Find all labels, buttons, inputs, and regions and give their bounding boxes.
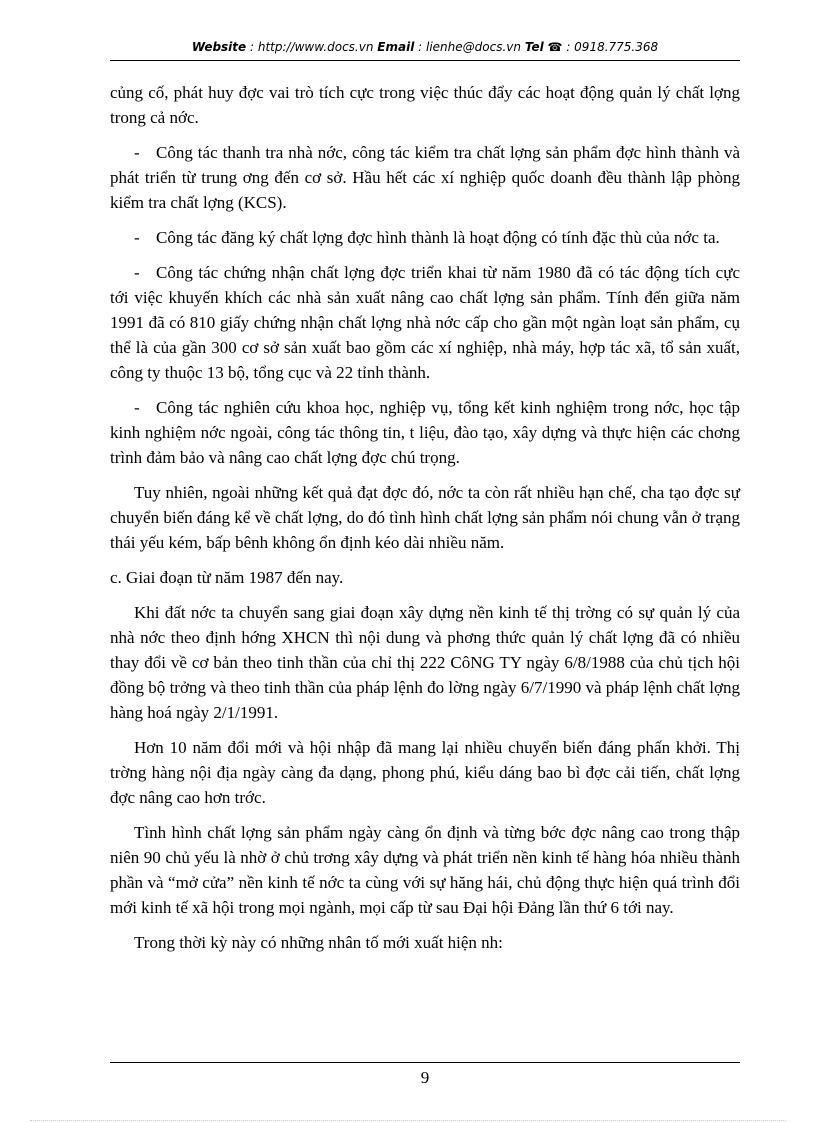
paragraph-transition: Khi đất nớc ta chuyển sang giai đoạn xây dựng nền kinh tế thị trờng có sự quản lý của nhà nớc theo định hớng XHCN thì nội dung và phơng thức quản lý chất lợng đã có nhiều thay đổi về cơ bản theo tinh thần của chỉ thị 222 CôNG TY ngày 6/8/1988 của chủ tịch hội đồng bộ trởng và theo tinh thần của pháp lệnh đo lờng ngày 6/7/1990 và pháp lệnh chất lợng hàng hoá ngày 2/1/1991.	[110, 603, 740, 722]
tel-value: : 0918.775.368	[566, 40, 659, 54]
paragraph-1: củng cố, phát huy đợc vai trò tích cực trong việc thúc đẩy các hoạt động quản lý chất lợng trong cả nớc.	[110, 83, 740, 127]
document-body	[110, 80, 740, 965]
bullet-marker: -	[134, 263, 140, 282]
bullet-marker: -	[134, 228, 140, 247]
bullet-text: Công tác thanh tra nhà nớc, công tác kiểm tra chất lợng sản phẩm đợc hình thành và phát triển từ trung ơng đến cơ sở. Hầu hết các xí nghiệp quốc doanh đều thành lập phòng kiểm tra chất lợng (KCS).	[110, 143, 740, 212]
section-heading: c. Giai đoạn từ năm 1987 đến nay.	[110, 568, 344, 587]
paragraph-reform: Hơn 10 năm đổi mới và hội nhập đã mang lại nhiều chuyển biến đáng phấn khởi. Thị trờng hàng nội địa ngày càng đa dạng, phong phú, kiểu dáng bao bì đợc cải tiến, chất lợng đợc nâng cao hơn trớc.	[110, 738, 740, 807]
bullet-text: Công tác chứng nhận chất lợng đợc triển khai từ năm 1980 đã có tác động tích cực tới việc khuyến khích các nhà sản xuất nâng cao chất lợng sản phẩm. Tính đến giữa năm 1991 đã có 810 giấy chứng nhận chất lợng nhà nớc cấp cho gần một ngàn loạt sản phẩm, cụ thể là của gần 300 cơ sở sản xuất bao gồm các xí nghiệp, nhà máy, hợp tác xã, tổ sản xuất, công ty thuộc 13 bộ, tổng cục và 22 tỉnh thành.	[110, 263, 740, 382]
bullet-paragraph-3	[110, 260, 740, 385]
footer-divider	[110, 1062, 740, 1063]
header-divider	[110, 60, 740, 61]
phone-icon: ☎	[547, 40, 563, 54]
paragraph-new-factors: Trong thời kỳ này có những nhân tố mới xuất hiện nh:	[134, 933, 503, 952]
page-header	[110, 40, 740, 54]
bullet-paragraph-4	[110, 395, 740, 470]
bullet-text: Công tác đăng ký chất lợng đợc hình thành là hoạt động có tính đặc thù của nớc ta.	[156, 228, 720, 247]
tel-label: Tel	[524, 40, 544, 54]
email-label: Email	[377, 40, 415, 54]
page-edge-dots	[30, 1120, 786, 1121]
paragraph-quality-situation: Tình hình chất lợng sản phẩm ngày càng ổn định và từng bớc đợc nâng cao trong thập niên 90 chủ yếu là nhờ ở chủ trơng xây dựng và phát triển nền kinh tế hàng hóa nhiều thành phần và “mở cửa” nền kinh tế nớc ta cùng với sự hăng hái, chủ động thực hiện quá trình đổi mới kinh tế xã hội trong mọi ngành, mọi cấp từ sau Đại hội Đảng lần thứ 6 tới nay.	[110, 823, 740, 917]
bullet-text: Công tác nghiên cứu khoa học, nghiệp vụ, tổng kết kinh nghiệm trong nớc, học tập kinh nghiệm nớc ngoài, công tác thông tin, t liệu, đào tạo, xây dựng và thực hiện các chơng trình đảm bảo và nâng cao chất lợng đợc chú trọng.	[110, 398, 740, 467]
paragraph-limitations: Tuy nhiên, ngoài những kết quả đạt đợc đó, nớc ta còn rất nhiều hạn chế, cha tạo đợc sự chuyển biến đáng kể về chất lợng, do đó tình hình chất lợng sản phẩm nói chung vẫn ở trạng thái yếu kém, bấp bênh không ổn định kéo dài nhiều năm.	[110, 483, 740, 552]
website-label: Website	[191, 40, 247, 54]
bullet-marker: -	[134, 143, 140, 162]
email-value: : lienhe@docs.vn	[418, 40, 521, 54]
page-number: 9	[420, 1068, 430, 1087]
bullet-paragraph-2	[110, 225, 740, 250]
website-value: : http://www.docs.vn	[250, 40, 374, 54]
bullet-paragraph-1	[110, 140, 740, 215]
bullet-marker: -	[134, 398, 140, 417]
